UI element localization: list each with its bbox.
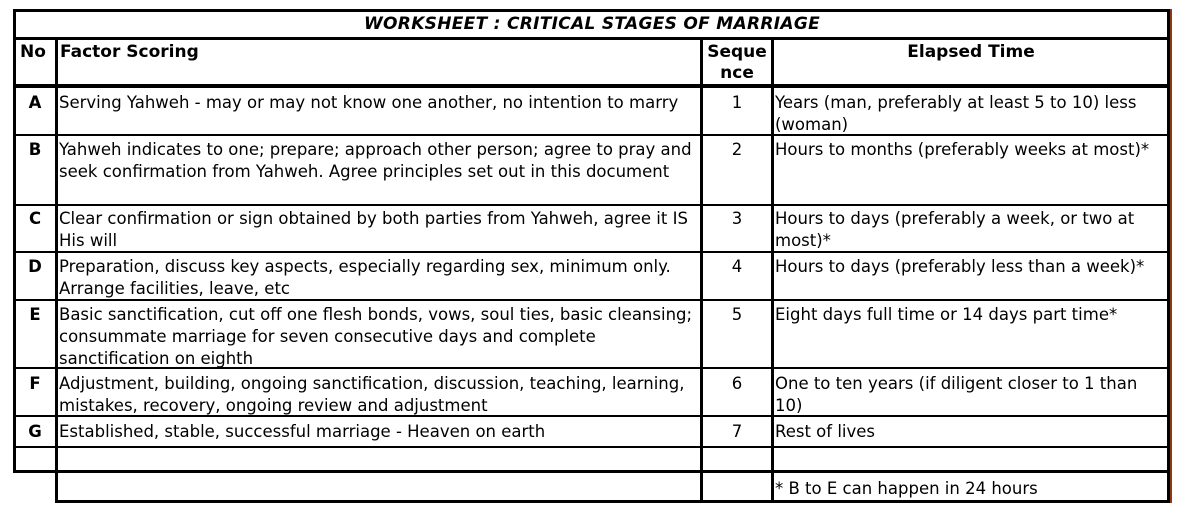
header-elapsed-time: Elapsed Time — [907, 42, 1035, 62]
row-e-no: E — [29, 305, 41, 324]
header-no: No — [20, 42, 46, 62]
row-a-no: A — [28, 93, 42, 112]
row-e-elapsed: Eight days full time or 14 days part time* — [775, 305, 1118, 324]
blank-row-bottom-line — [14, 470, 1172, 473]
right-edge-brown — [1170, 9, 1172, 503]
header-underline — [14, 84, 1172, 88]
row-d-sequence: 4 — [731, 257, 743, 276]
row-g-elapsed: Rest of lives — [775, 422, 876, 441]
row-g-no: G — [28, 422, 42, 441]
row-f-sequence: 6 — [731, 374, 743, 393]
row-c-sequence: 3 — [731, 209, 743, 228]
left-border — [13, 9, 16, 473]
row-c-factor: Clear confirmation or sign obtained by both parties from Yahweh, agree it IS His will — [59, 209, 688, 250]
row-a-sequence: 1 — [731, 93, 743, 112]
row-d-factor: Preparation, discuss key aspects, especially regarding sex, minimum only. Arrange facilities, leave, etc — [59, 257, 671, 298]
footnote: * B to E can happen in 24 hours — [775, 479, 1038, 498]
row-g-bottom-line — [14, 446, 1172, 448]
row-c-elapsed: Hours to days (preferably a week, or two at most)* — [775, 209, 1135, 250]
row-g-sequence: 7 — [731, 422, 743, 441]
row-a-elapsed: Years (man, preferably at least 5 to 10) less (woman) — [775, 93, 1137, 134]
row-b-factor: Yahweh indicates to one; prepare; approach other person; agree to pray and seek confirmation from Yahweh. Agree principles set out in this document — [59, 140, 692, 181]
row-e-sequence: 5 — [731, 305, 743, 324]
worksheet-title: WORKSHEET : CRITICAL STAGES OF MARRIAGE — [364, 14, 820, 34]
row-c-no: C — [28, 209, 42, 228]
row-a-factor: Serving Yahweh - may or may not know one another, no intention to marry — [59, 93, 679, 112]
header-sequence-line1: Seque — [707, 42, 767, 62]
row-b-elapsed: Hours to months (preferably weeks at most)* — [775, 140, 1150, 159]
row-b-sequence: 2 — [731, 140, 743, 159]
row-d-elapsed: Hours to days (preferably less than a week)* — [775, 257, 1145, 276]
row-g-factor: Established, stable, successful marriage - Heaven on earth — [59, 422, 546, 441]
header-sequence-line2: nce — [720, 63, 754, 83]
row-f-no: F — [29, 374, 41, 393]
row-b-no: B — [28, 140, 42, 159]
row-f-factor: Adjustment, building, ongoing sanctification, discussion, teaching, learning, mistakes, recovery, ongoing review and adjustment — [59, 374, 685, 415]
header-factor-scoring: Factor Scoring — [60, 42, 199, 62]
row-d-no: D — [28, 257, 42, 276]
row-b-bottom-line — [14, 204, 1172, 206]
bottom-border — [56, 500, 1172, 503]
row-f-elapsed: One to ten years (if diligent closer to 1 than 10) — [775, 374, 1138, 415]
row-e-factor: Basic sanctification, cut off one flesh bonds, vows, soul ties, basic cleansing; consummate marriage for seven consecutive days and complete sanctification on eighth — [59, 305, 693, 368]
